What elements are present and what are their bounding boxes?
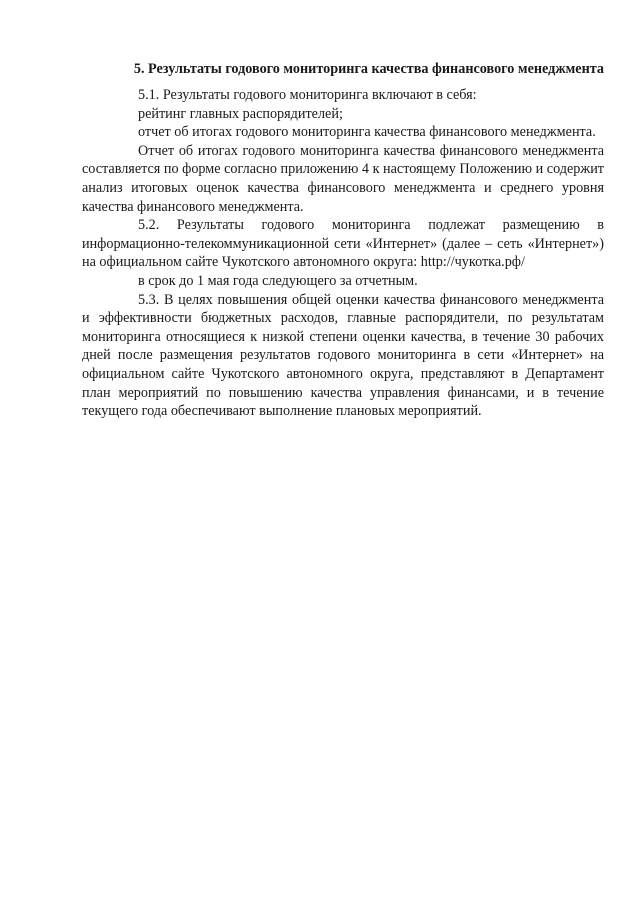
section-heading: 5. Результаты годового мониторинга качества финансового менеджмента bbox=[133, 61, 604, 77]
list-item-rating: рейтинг главных распорядителей; bbox=[138, 105, 343, 122]
paragraph-deadline: в срок до 1 мая года следующего за отчетным. bbox=[138, 272, 418, 289]
paragraph-5-2: 5.2. Результаты годового мониторинга подлежат размещению в информационно-телекоммуникационной сети «Интернет» (далее – сеть «Интернет») на официальном сайте Чукотского автономного округа: http://чукотка.рф/ bbox=[82, 217, 604, 271]
paragraph-5-3: 5.3. В целях повышения общей оценки качества финансового менеджмента и эффективности бюджетных расходов, главные распорядители, по результатам мониторинга относящиеся к низкой степени оценки качества, в течение 30 рабочих дней после размещения результатов годового мониторинга в сети «Интернет» на официальном сайте Чукотского автономного округа, представляют в Департамент план мероприятий по повышению качества управления финансами, и в течение текущего года обеспечивают выполнение плановых мероприятий. bbox=[82, 291, 604, 420]
section-body bbox=[82, 86, 604, 421]
paragraph-report-description: Отчет об итогах годового мониторинга качества финансового менеджмента составляется по форме согласно приложению 4 к настоящему Положению и содержит анализ итоговых оценок качества финансового менеджмента и среднего уровня качества финансового менеджмента. bbox=[82, 142, 604, 215]
list-item-report: отчет об итогах годового мониторинга качества финансового менеджмента. bbox=[138, 124, 596, 141]
paragraph-5-1: 5.1. Результаты годового мониторинга включают в себя: bbox=[138, 87, 477, 103]
document-page bbox=[82, 60, 604, 421]
